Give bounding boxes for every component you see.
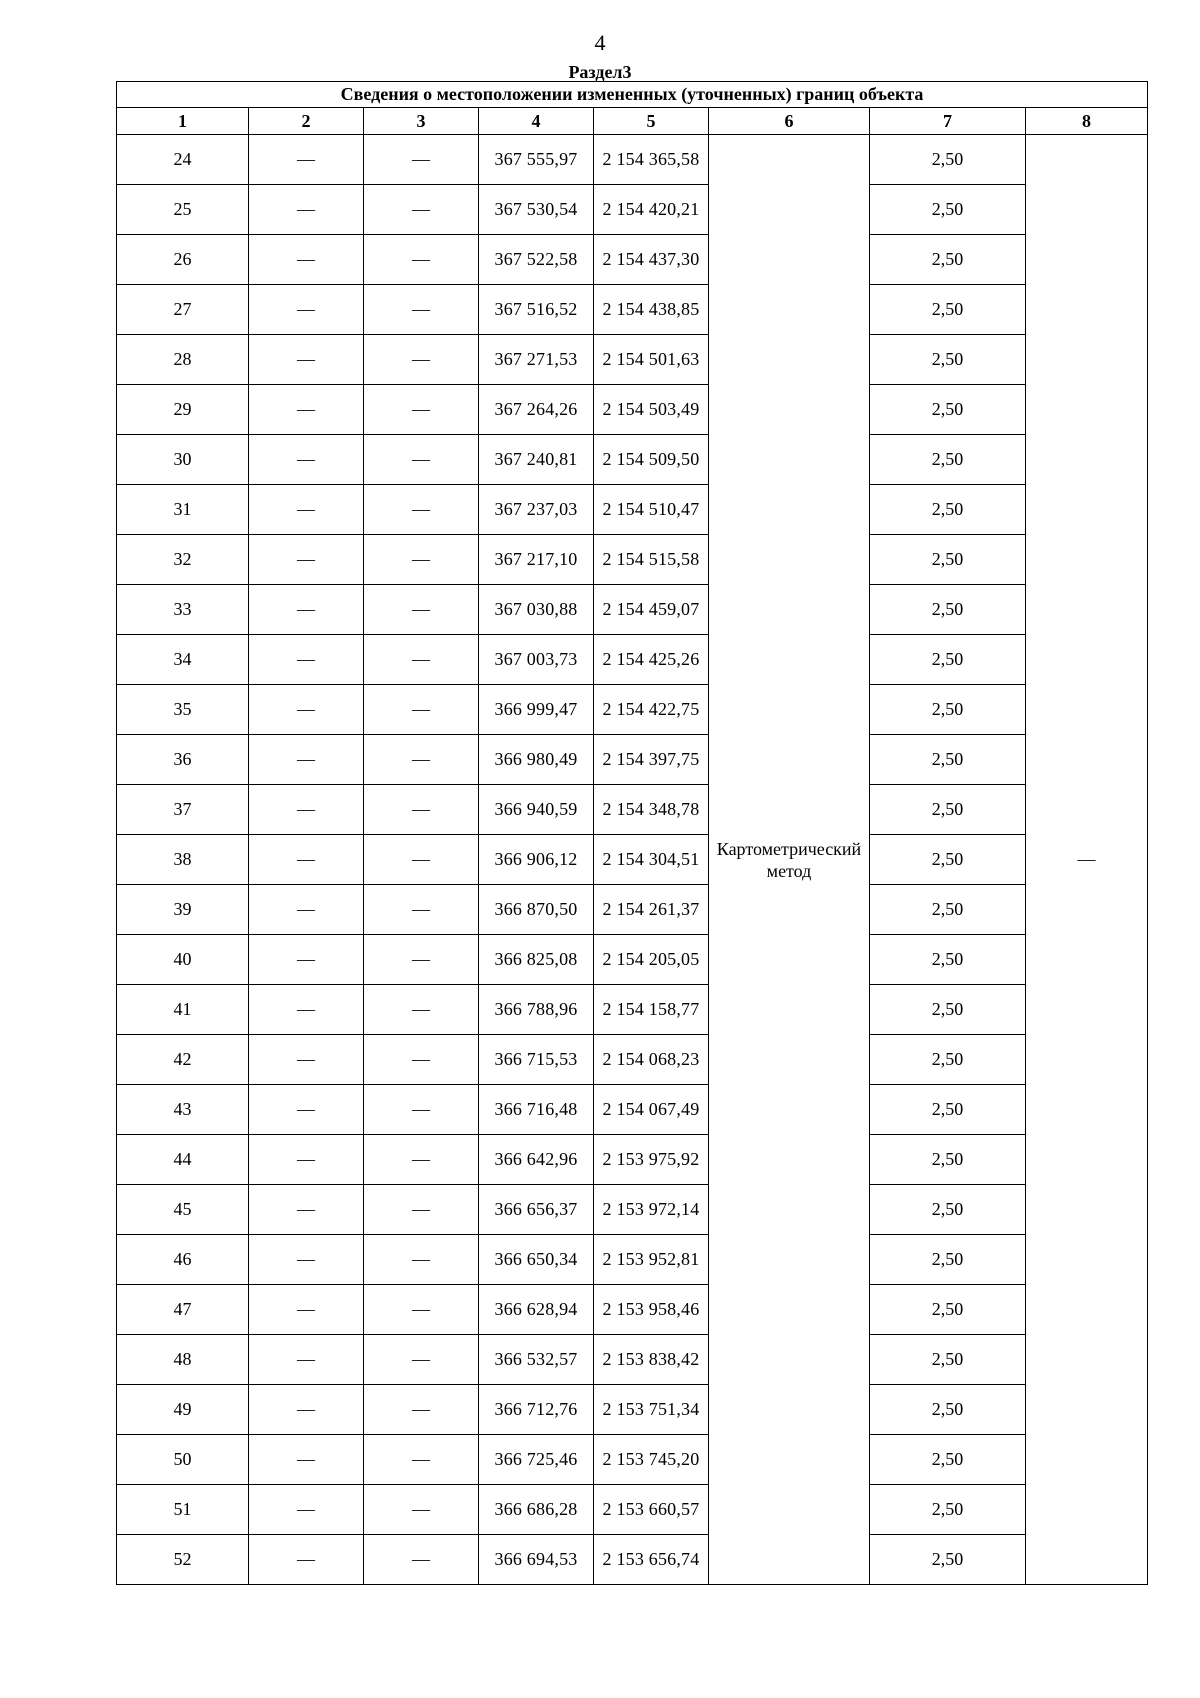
table-row [117, 885, 1148, 935]
y-coordinate-cell: 2 154 501,63 [594, 335, 709, 385]
accuracy-cell: 2,50 [870, 935, 1026, 985]
x-coordinate-cell: 366 980,49 [479, 735, 594, 785]
accuracy-cell: 2,50 [870, 1035, 1026, 1085]
col3-cell: — [364, 285, 479, 335]
point-number-cell: 34 [117, 635, 249, 685]
col3-cell: — [364, 635, 479, 685]
col3-cell: — [364, 935, 479, 985]
x-coordinate-cell: 366 694,53 [479, 1535, 594, 1585]
accuracy-cell: 2,50 [870, 185, 1026, 235]
point-number-cell: 26 [117, 235, 249, 285]
y-coordinate-cell: 2 154 365,58 [594, 135, 709, 185]
col2-cell: — [249, 385, 364, 435]
accuracy-cell: 2,50 [870, 1085, 1026, 1135]
y-coordinate-cell: 2 153 975,92 [594, 1135, 709, 1185]
x-coordinate-cell: 367 217,10 [479, 535, 594, 585]
y-coordinate-cell: 2 154 304,51 [594, 835, 709, 885]
point-number-cell: 32 [117, 535, 249, 585]
y-coordinate-cell: 2 153 838,42 [594, 1335, 709, 1385]
y-coordinate-cell: 2 154 437,30 [594, 235, 709, 285]
col3-cell: — [364, 235, 479, 285]
y-coordinate-cell: 2 154 515,58 [594, 535, 709, 585]
x-coordinate-cell: 367 555,97 [479, 135, 594, 185]
column-header-1: 1 [117, 108, 249, 135]
x-coordinate-cell: 366 788,96 [479, 985, 594, 1035]
accuracy-cell: 2,50 [870, 485, 1026, 535]
table-row [117, 935, 1148, 985]
col3-cell: — [364, 735, 479, 785]
table-caption: Сведения о местоположении измененных (уточненных) границ объекта [117, 82, 1148, 108]
table-row [117, 635, 1148, 685]
y-coordinate-cell: 2 154 158,77 [594, 985, 709, 1035]
col3-cell: — [364, 1435, 479, 1485]
point-number-cell: 41 [117, 985, 249, 1035]
column-header-8: 8 [1026, 108, 1148, 135]
table-row [117, 1185, 1148, 1235]
accuracy-cell: 2,50 [870, 735, 1026, 785]
table-row [117, 185, 1148, 235]
table-row [117, 685, 1148, 735]
point-number-cell: 38 [117, 835, 249, 885]
accuracy-cell: 2,50 [870, 985, 1026, 1035]
table-row [117, 1535, 1148, 1585]
col2-cell: — [249, 1485, 364, 1535]
y-coordinate-cell: 2 153 656,74 [594, 1535, 709, 1585]
x-coordinate-cell: 366 906,12 [479, 835, 594, 885]
col2-cell: — [249, 835, 364, 885]
x-coordinate-cell: 366 725,46 [479, 1435, 594, 1485]
col3-cell: — [364, 1035, 479, 1085]
boundary-coordinates-table [116, 81, 1148, 1585]
col2-cell: — [249, 1435, 364, 1485]
point-number-cell: 28 [117, 335, 249, 385]
col3-cell: — [364, 535, 479, 585]
column-header-6: 6 [709, 108, 870, 135]
point-number-cell: 42 [117, 1035, 249, 1085]
accuracy-cell: 2,50 [870, 1235, 1026, 1285]
y-coordinate-cell: 2 154 509,50 [594, 435, 709, 485]
x-coordinate-cell: 367 237,03 [479, 485, 594, 535]
point-number-cell: 24 [117, 135, 249, 185]
table-row [117, 785, 1148, 835]
accuracy-cell: 2,50 [870, 1385, 1026, 1435]
col2-cell: — [249, 735, 364, 785]
accuracy-cell: 2,50 [870, 285, 1026, 335]
col2-cell: — [249, 635, 364, 685]
accuracy-cell: 2,50 [870, 685, 1026, 735]
column-header-row [117, 108, 1148, 135]
accuracy-cell: 2,50 [870, 1335, 1026, 1385]
accuracy-cell: 2,50 [870, 835, 1026, 885]
col2-cell: — [249, 985, 364, 1035]
table-row [117, 1035, 1148, 1085]
col2-cell: — [249, 1385, 364, 1435]
accuracy-cell: 2,50 [870, 535, 1026, 585]
accuracy-cell: 2,50 [870, 1285, 1026, 1335]
column-header-7: 7 [870, 108, 1026, 135]
y-coordinate-cell: 2 154 068,23 [594, 1035, 709, 1085]
x-coordinate-cell: 366 870,50 [479, 885, 594, 935]
col3-cell: — [364, 785, 479, 835]
y-coordinate-cell: 2 154 420,21 [594, 185, 709, 235]
accuracy-cell: 2,50 [870, 785, 1026, 835]
y-coordinate-cell: 2 154 422,75 [594, 685, 709, 735]
col2-cell: — [249, 935, 364, 985]
x-coordinate-cell: 366 532,57 [479, 1335, 594, 1385]
col3-cell: — [364, 885, 479, 935]
accuracy-cell: 2,50 [870, 135, 1026, 185]
point-number-cell: 31 [117, 485, 249, 535]
table-row [117, 385, 1148, 435]
accuracy-cell: 2,50 [870, 585, 1026, 635]
x-coordinate-cell: 366 628,94 [479, 1285, 594, 1335]
x-coordinate-cell: 367 522,58 [479, 235, 594, 285]
point-number-cell: 40 [117, 935, 249, 985]
x-coordinate-cell: 366 656,37 [479, 1185, 594, 1235]
col2-cell: — [249, 435, 364, 485]
table-row [117, 1135, 1148, 1185]
column-header-5: 5 [594, 108, 709, 135]
col3-cell: — [364, 335, 479, 385]
x-coordinate-cell: 366 999,47 [479, 685, 594, 735]
point-number-cell: 30 [117, 435, 249, 485]
col3-cell: — [364, 385, 479, 435]
table-body [117, 135, 1148, 1585]
accuracy-cell: 2,50 [870, 1435, 1026, 1485]
x-coordinate-cell: 366 650,34 [479, 1235, 594, 1285]
col3-cell: — [364, 985, 479, 1035]
y-coordinate-cell: 2 154 425,26 [594, 635, 709, 685]
table-row [117, 1285, 1148, 1335]
point-number-cell: 45 [117, 1185, 249, 1235]
method-cell: Картометрический метод [709, 135, 870, 1585]
col3-cell: — [364, 835, 479, 885]
table-row [117, 135, 1148, 185]
col2-cell: — [249, 285, 364, 335]
accuracy-cell: 2,50 [870, 1185, 1026, 1235]
point-number-cell: 47 [117, 1285, 249, 1335]
y-coordinate-cell: 2 154 438,85 [594, 285, 709, 335]
table-row [117, 1435, 1148, 1485]
x-coordinate-cell: 367 240,81 [479, 435, 594, 485]
table-row [117, 285, 1148, 335]
col2-cell: — [249, 585, 364, 635]
table-row [117, 235, 1148, 285]
point-number-cell: 37 [117, 785, 249, 835]
table-row [117, 985, 1148, 1035]
point-number-cell: 25 [117, 185, 249, 235]
y-coordinate-cell: 2 153 751,34 [594, 1385, 709, 1435]
table-row [117, 1385, 1148, 1435]
accuracy-cell: 2,50 [870, 435, 1026, 485]
accuracy-cell: 2,50 [870, 385, 1026, 435]
table-row [117, 435, 1148, 485]
x-coordinate-cell: 366 686,28 [479, 1485, 594, 1535]
table-row [117, 335, 1148, 385]
point-number-cell: 49 [117, 1385, 249, 1435]
col3-cell: — [364, 485, 479, 535]
col2-cell: — [249, 785, 364, 835]
point-number-cell: 50 [117, 1435, 249, 1485]
point-number-cell: 44 [117, 1135, 249, 1185]
col2-cell: — [249, 685, 364, 735]
x-coordinate-cell: 366 825,08 [479, 935, 594, 985]
x-coordinate-cell: 367 264,26 [479, 385, 594, 435]
col3-cell: — [364, 1385, 479, 1435]
col2-cell: — [249, 885, 364, 935]
table-row [117, 1485, 1148, 1535]
point-number-cell: 39 [117, 885, 249, 935]
col2-cell: — [249, 485, 364, 535]
table-row [117, 585, 1148, 635]
col2-cell: — [249, 1535, 364, 1585]
x-coordinate-cell: 367 271,53 [479, 335, 594, 385]
point-number-cell: 48 [117, 1335, 249, 1385]
x-coordinate-cell: 366 642,96 [479, 1135, 594, 1185]
col2-cell: — [249, 1035, 364, 1085]
y-coordinate-cell: 2 154 348,78 [594, 785, 709, 835]
x-coordinate-cell: 367 530,54 [479, 185, 594, 235]
col3-cell: — [364, 1285, 479, 1335]
y-coordinate-cell: 2 154 510,47 [594, 485, 709, 535]
x-coordinate-cell: 367 003,73 [479, 635, 594, 685]
column-header-4: 4 [479, 108, 594, 135]
y-coordinate-cell: 2 153 972,14 [594, 1185, 709, 1235]
col3-cell: — [364, 1535, 479, 1585]
section-title: Раздел3 [568, 62, 632, 82]
x-coordinate-cell: 366 940,59 [479, 785, 594, 835]
table-row [117, 535, 1148, 585]
x-coordinate-cell: 367 030,88 [479, 585, 594, 635]
col2-cell: — [249, 185, 364, 235]
col3-cell: — [364, 1085, 479, 1135]
point-number-cell: 35 [117, 685, 249, 735]
y-coordinate-cell: 2 153 952,81 [594, 1235, 709, 1285]
col8-cell: — [1026, 135, 1148, 1585]
col3-cell: — [364, 185, 479, 235]
table-row [117, 735, 1148, 785]
point-number-cell: 51 [117, 1485, 249, 1535]
col3-cell: — [364, 1135, 479, 1185]
y-coordinate-cell: 2 154 205,05 [594, 935, 709, 985]
col2-cell: — [249, 1185, 364, 1235]
col2-cell: — [249, 235, 364, 285]
accuracy-cell: 2,50 [870, 1485, 1026, 1535]
page-number: 4 [594, 30, 606, 55]
y-coordinate-cell: 2 154 261,37 [594, 885, 709, 935]
col3-cell: — [364, 685, 479, 735]
col3-cell: — [364, 135, 479, 185]
col2-cell: — [249, 1135, 364, 1185]
col2-cell: — [249, 1335, 364, 1385]
point-number-cell: 43 [117, 1085, 249, 1135]
col3-cell: — [364, 435, 479, 485]
y-coordinate-cell: 2 154 503,49 [594, 385, 709, 435]
column-header-2: 2 [249, 108, 364, 135]
table-row [117, 835, 1148, 885]
y-coordinate-cell: 2 153 745,20 [594, 1435, 709, 1485]
point-number-cell: 33 [117, 585, 249, 635]
x-coordinate-cell: 366 712,76 [479, 1385, 594, 1435]
col2-cell: — [249, 335, 364, 385]
table-row [117, 1235, 1148, 1285]
y-coordinate-cell: 2 154 397,75 [594, 735, 709, 785]
accuracy-cell: 2,50 [870, 1535, 1026, 1585]
point-number-cell: 46 [117, 1235, 249, 1285]
point-number-cell: 36 [117, 735, 249, 785]
accuracy-cell: 2,50 [870, 235, 1026, 285]
table-row [117, 485, 1148, 535]
accuracy-cell: 2,50 [870, 1135, 1026, 1185]
y-coordinate-cell: 2 154 067,49 [594, 1085, 709, 1135]
accuracy-cell: 2,50 [870, 885, 1026, 935]
y-coordinate-cell: 2 153 660,57 [594, 1485, 709, 1535]
accuracy-cell: 2,50 [870, 335, 1026, 385]
table-row [117, 1085, 1148, 1135]
accuracy-cell: 2,50 [870, 635, 1026, 685]
col3-cell: — [364, 1185, 479, 1235]
point-number-cell: 29 [117, 385, 249, 435]
col2-cell: — [249, 1285, 364, 1335]
col2-cell: — [249, 1235, 364, 1285]
col3-cell: — [364, 1335, 479, 1385]
col3-cell: — [364, 1485, 479, 1535]
table-row [117, 1335, 1148, 1385]
y-coordinate-cell: 2 153 958,46 [594, 1285, 709, 1335]
col3-cell: — [364, 585, 479, 635]
col2-cell: — [249, 135, 364, 185]
col3-cell: — [364, 1235, 479, 1285]
y-coordinate-cell: 2 154 459,07 [594, 585, 709, 635]
column-header-3: 3 [364, 108, 479, 135]
x-coordinate-cell: 366 716,48 [479, 1085, 594, 1135]
point-number-cell: 52 [117, 1535, 249, 1585]
x-coordinate-cell: 366 715,53 [479, 1035, 594, 1085]
point-number-cell: 27 [117, 285, 249, 335]
col2-cell: — [249, 535, 364, 585]
col2-cell: — [249, 1085, 364, 1135]
x-coordinate-cell: 367 516,52 [479, 285, 594, 335]
